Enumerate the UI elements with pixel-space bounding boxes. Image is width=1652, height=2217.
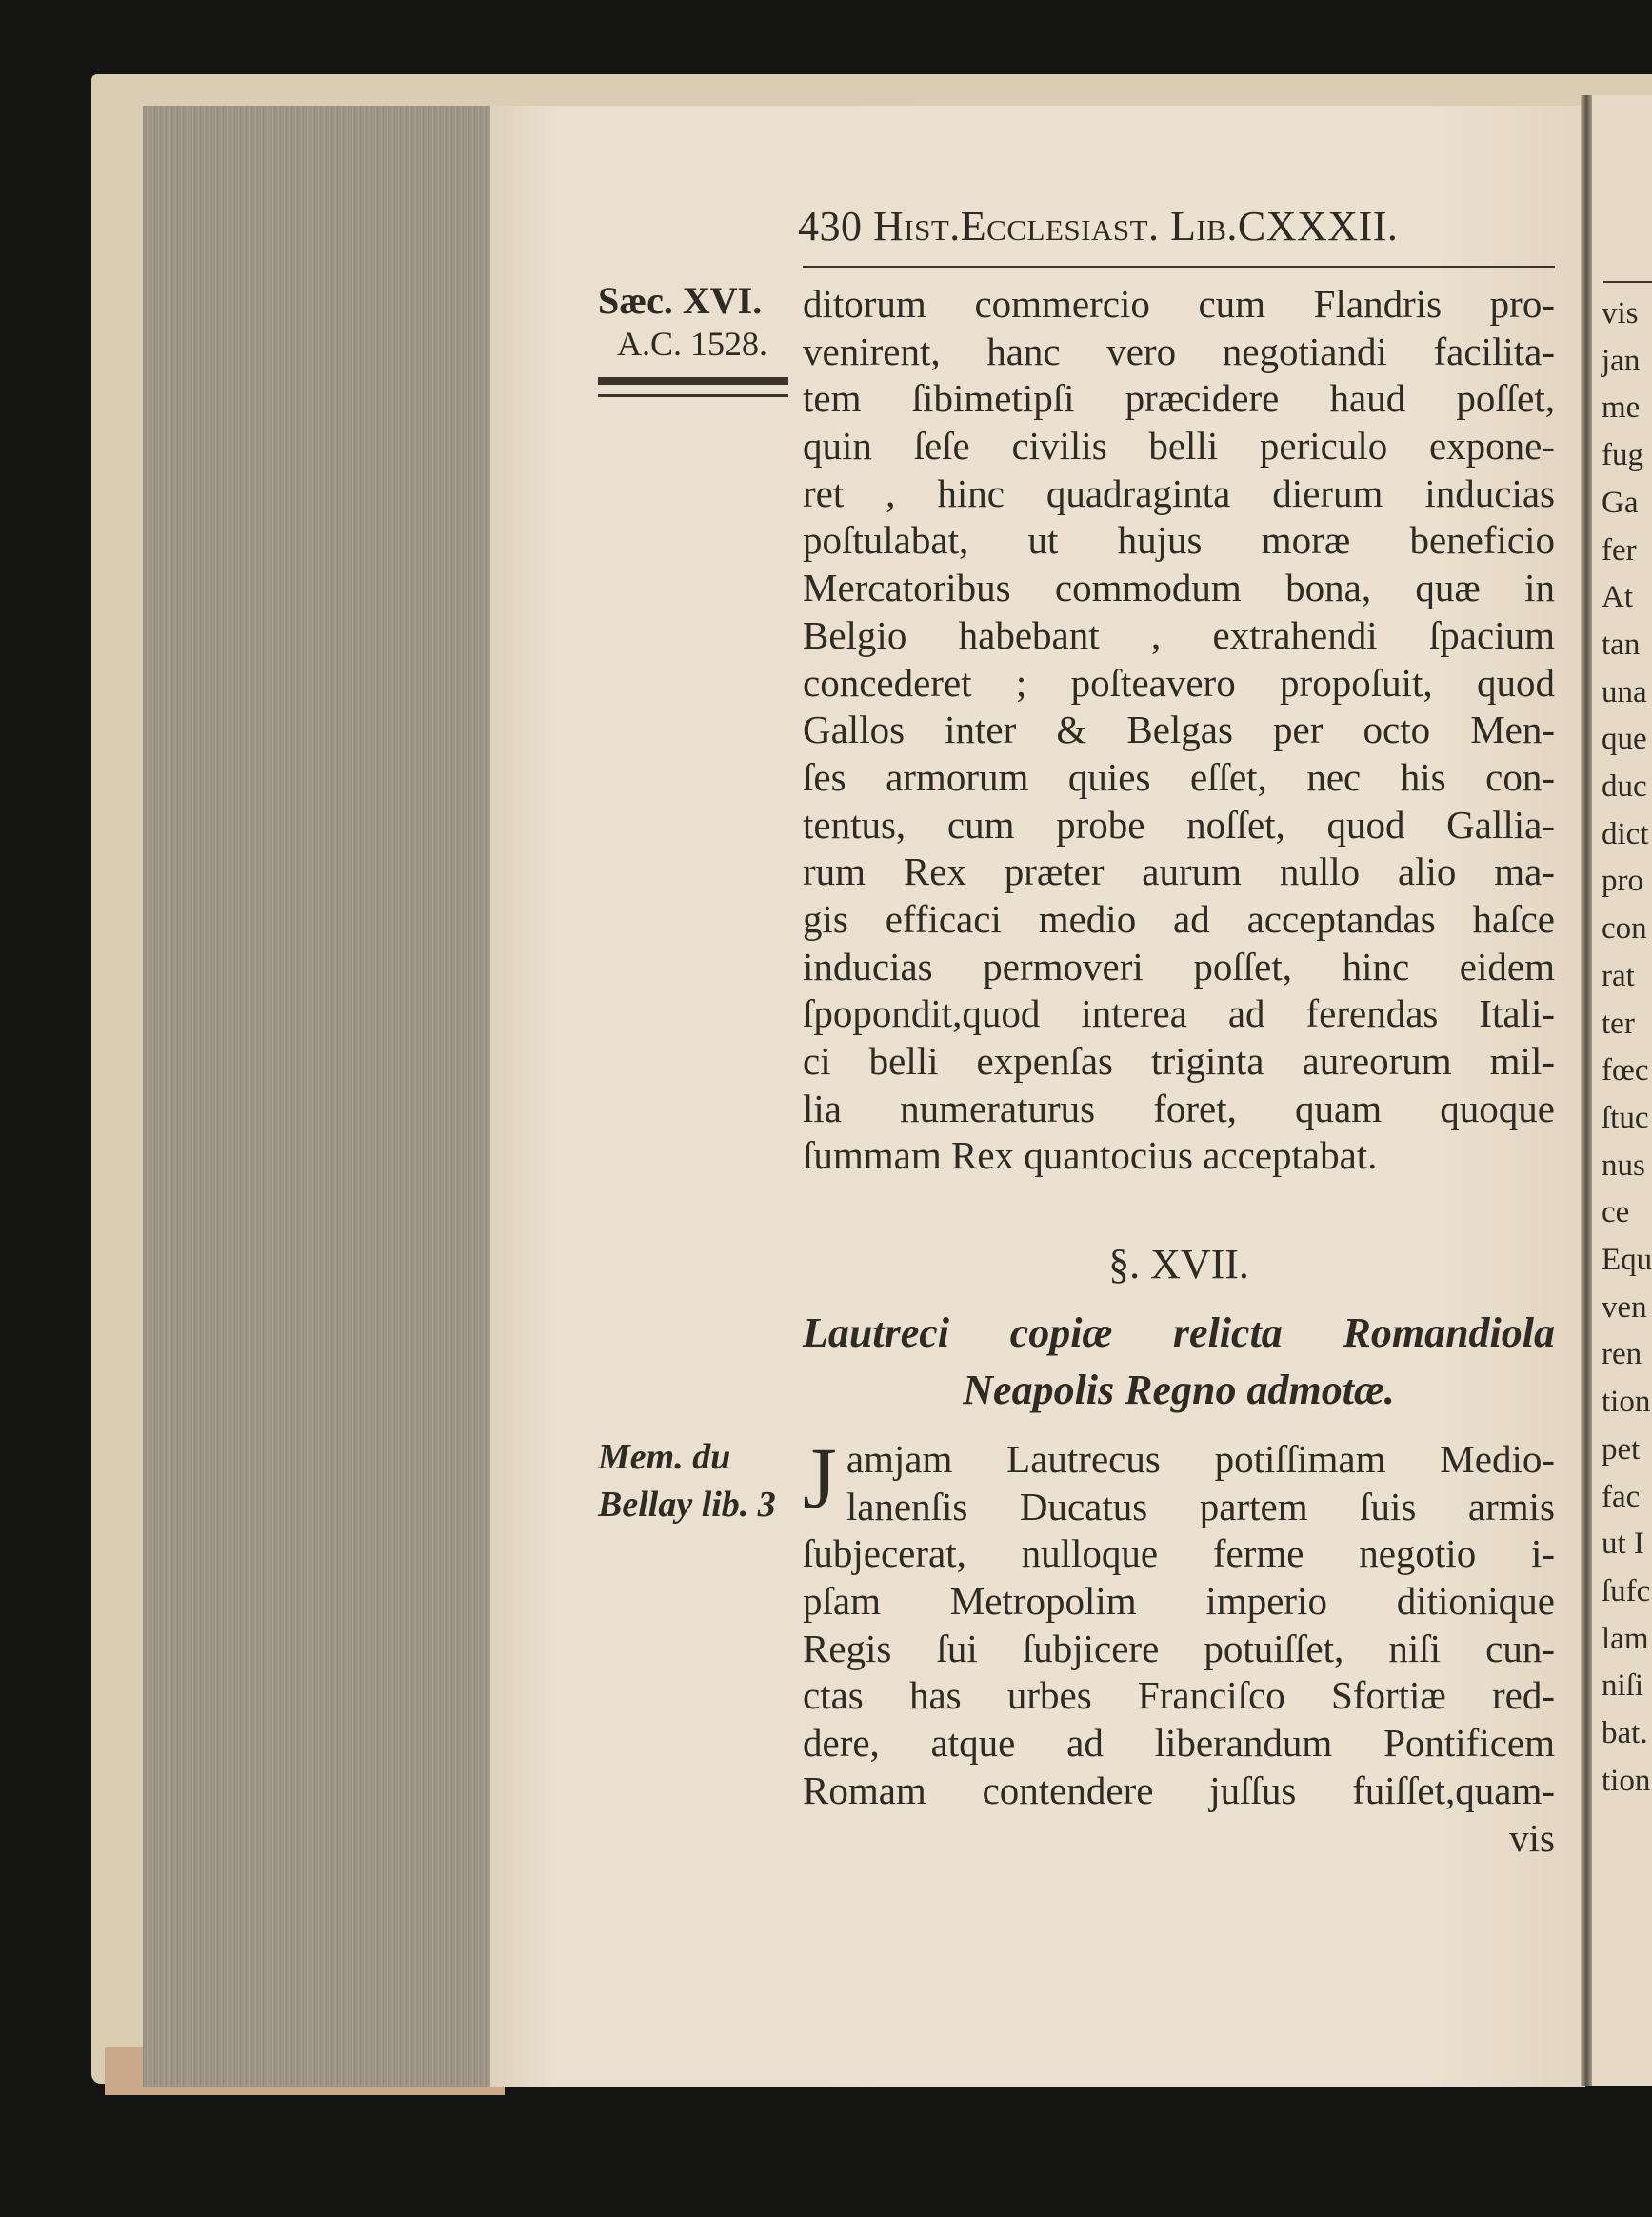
text-line: ci belli expenſas triginta aureorum mil-: [803, 1039, 1555, 1083]
text-line: ſpopondit,quod interea ad ferendas Itali-: [803, 991, 1555, 1036]
margin-source: Bellay lib. 3: [598, 1485, 776, 1525]
text-line: tem ſibimetipſi præcidere haud poſſet,: [803, 376, 1555, 421]
book-gutter: [1581, 95, 1592, 2086]
text-line: poſtulabat, ut hujus moræ beneficio: [803, 518, 1555, 563]
text-line: tentus, cum probe noſſet, quod Gallia-: [803, 802, 1555, 847]
facing-page-fragment: lam: [1602, 1621, 1649, 1656]
paragraph-2: [803, 1429, 1555, 1862]
section-number: §. XVII.: [1108, 1241, 1249, 1288]
text-line: Belgio habebant , extrahendi ſpacium: [803, 612, 1555, 657]
facing-page-fragment: ter: [1602, 1006, 1635, 1041]
facing-page-fragment: rat: [1602, 958, 1635, 993]
facing-page-fragment: pro: [1602, 864, 1643, 899]
facing-page-fragment: que: [1602, 722, 1647, 757]
text-line: ſes armorum quies eſſet, nec his con-: [803, 754, 1555, 799]
facing-page-fragment: me: [1602, 390, 1641, 426]
facing-page-fragment: bat.: [1602, 1716, 1648, 1750]
text-line: Romam contendere juſſus fuiſſet,quam-: [803, 1768, 1555, 1812]
facing-page-fragment: fac: [1602, 1479, 1641, 1514]
facing-page-fragment: ſtuc: [1602, 1100, 1649, 1135]
margin-source: Mem. du: [598, 1437, 731, 1477]
facing-page-fragment: ren: [1602, 1337, 1642, 1372]
text-line: ctas has urbes Franciſco Sfortiæ red-: [803, 1673, 1555, 1718]
text-line: inducias permoveri poſſet, hinc eidem: [803, 944, 1555, 989]
text-line: ſubjecerat, nulloque ferme negotio i-: [803, 1531, 1555, 1576]
margin-rule-thin: [598, 394, 788, 397]
page-edges: [143, 106, 497, 2087]
facing-page-fragment: nus: [1602, 1148, 1645, 1183]
text-line: ſummam Rex quantocius acceptabat.: [803, 1133, 1378, 1178]
text-line: ret , hinc quadraginta dierum inducias: [803, 470, 1555, 515]
text-line: dere, atque ad liberandum Pontificem: [803, 1721, 1555, 1766]
text-line: concederet ; poſteavero propoſuit, quod: [803, 660, 1555, 705]
facing-page-fragment: tion: [1602, 1763, 1651, 1798]
facing-page-fragment: duc: [1602, 769, 1647, 804]
text-line: Mercatoribus commodum bona, quæ in: [803, 566, 1555, 610]
facing-page-fragment: jan: [1602, 343, 1641, 378]
catchword: vis: [1509, 1815, 1555, 1860]
facing-page-fragment: niſi: [1602, 1668, 1644, 1704]
facing-page-fragment: fer: [1602, 532, 1637, 568]
facing-page-fragment: con: [1602, 911, 1647, 947]
paragraph-1: [803, 281, 1555, 1180]
margin-year: A.C. 1528.: [617, 325, 768, 363]
facing-page-fragment: fœc: [1602, 1053, 1649, 1089]
facing-page-fragment: Ga: [1602, 485, 1639, 520]
header-title: Hist.Ecclesiast.: [873, 203, 1160, 250]
text-line: amjam Lautrecus potiſſimam Medio-: [846, 1437, 1555, 1481]
margin-saeculum: Sæc. XVI.: [598, 279, 763, 322]
section-heading-line: Neapolis Regno admotæ.: [963, 1367, 1395, 1413]
facing-page-fragment: tion: [1602, 1385, 1651, 1420]
facing-page-fragment: pet: [1602, 1431, 1641, 1467]
header-book: Lib.CXXXII.: [1170, 203, 1399, 250]
text-line: venirent, hanc vero negotiandi facilita-: [803, 329, 1555, 373]
text-line: gis efficaci medio ad acceptandas haſce: [803, 896, 1555, 941]
section-heading: [803, 1305, 1555, 1419]
facing-page-fragment: fug: [1602, 438, 1643, 473]
text-line: ditorum commercio cum Flandris pro-: [803, 282, 1555, 326]
text-line: Gallos inter & Belgas per octo Men-: [803, 708, 1555, 752]
facing-page: [1592, 95, 1652, 2086]
margin-rule-thick: [598, 377, 788, 385]
text-line: rum Rex præter aurum nullo alio ma-: [803, 849, 1555, 894]
running-header: [798, 202, 1550, 250]
facing-page-fragment: ſufc: [1602, 1573, 1651, 1608]
text-line: quin ſeſe civilis belli periculo expone-: [803, 424, 1555, 469]
facing-page-fragment: ut I: [1602, 1527, 1644, 1562]
text-line: lanenſis Ducatus partem ſuis armis: [846, 1484, 1555, 1528]
header-rule: [803, 266, 1555, 268]
facing-page-fragment: ven: [1602, 1289, 1647, 1325]
section-heading-line: Lautreci copiæ relicta Romandiola: [803, 1309, 1555, 1356]
page-number: 430: [798, 203, 863, 250]
text-line: Regis ſui ſubjicere potuiſſet, niſi cun-: [803, 1626, 1555, 1670]
facing-page-fragment: At: [1602, 580, 1633, 615]
facing-page-rule: [1603, 281, 1652, 283]
drop-cap: J: [803, 1429, 837, 1527]
facing-page-fragment: dict: [1602, 816, 1649, 851]
facing-page-fragment: Equ: [1602, 1243, 1652, 1277]
text-line: pſam Metropolim imperio ditionique: [803, 1579, 1555, 1624]
text-line: lia numeraturus foret, quam quoque: [803, 1086, 1555, 1130]
facing-page-fragment: una: [1602, 674, 1647, 709]
facing-page-fragment: tan: [1602, 627, 1641, 662]
facing-page-fragment: ce: [1602, 1195, 1630, 1230]
facing-page-fragment: vis: [1602, 296, 1639, 330]
